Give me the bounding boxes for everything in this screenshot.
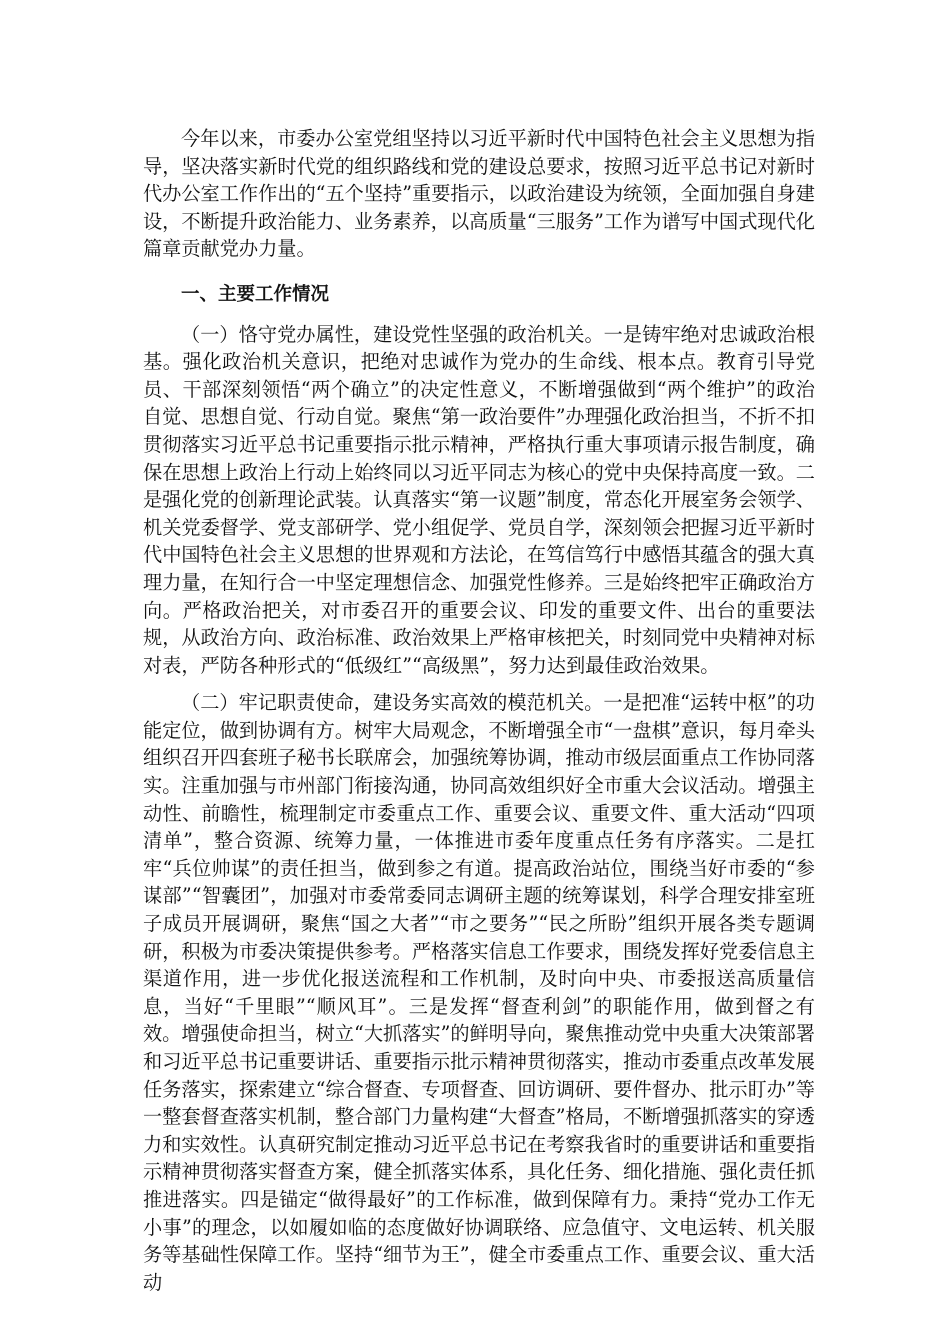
body-paragraph-1: （一）恪守党办属性，建设党性坚强的政治机关。一是铸牢绝对忠诚政治根基。强化政治机关意识，把绝对忠诚作为党办的生命线、根本点。教育引导党员、干部深刻领悟“两个确立”的决定性意义，不断增强做到“两个维护”的政治自觉、思想自觉、行动自觉。聚焦“第一政治要件”办理强化政治担当，不折不扣贯彻落实习近平总书记重要指示批示精神，严格执行重大事项请示报告制度，确保在思想上政治上行动上始终同以习近平同志为核心的党中央保持高度一致。二是强化党的创新理论武装。认真落实“第一议题”制度，常态化开展室务会领学、机关党委督学、党支部研学、党小组促学、党员自学，深刻领会把握习近平新时代中国特色社会主义思想的世界观和方法论，在笃信笃行中感悟其蕴含的强大真理力量，在知行合一中坚定理想信念、加强党性修养。三是始终把牢正确政治方向。严格政治把关，对市委召开的重要会议、印发的重要文件、出台的重要法规，从政治方向、政治标准、政治效果上严格审核把关，时刻同党中央精神对标对表，严防各种形式的“低级红”“高级黑”，努力达到最佳政治效果。 <box>143 322 815 677</box>
body-paragraph-2: （二）牢记职责使命，建设务实高效的模范机关。一是把准“运转中枢”的功能定位，做到协调有方。树牢大局观念，不断增强全市“一盘棋”意识，每月牵头组织召开四套班子秘书长联席会，加强统筹协调，推动市级层面重点工作协同落实。注重加强与市州部门衔接沟通，协同高效组织好全市重大会议活动。增强主动性、前瞻性，梳理制定市委重点工作、重要会议、重要文件、重大活动“四项清单”，整合资源、统筹力量，一体推进市委年度重点任务有序落实。二是扛牢“兵位帅谋”的责任担当，做到参之有道。提高政治站位，围绕当好市委的“参谋部”“智囊团”，加强对市委常委同志调研主题的统筹谋划，科学合理安排室班子成员开展调研，聚焦“国之大者”“市之要务”“民之所盼”组织开展各类专题调研，积极为市委决策提供参考。严格落实信息工作要求，围绕发挥好党委信息主渠道作用，进一步优化报送流程和工作机制，及时向中央、市委报送高质量信息，当好“千里眼”“顺风耳”。三是发挥“督查利剑”的职能作用，做到督之有效。增强使命担当，树立“大抓落实”的鲜明导向，聚焦推动党中央重大决策部署和习近平总书记重要讲话、重要指示批示精神贯彻落实，推动市委重点改革发展任务落实，探索建立“综合督查、专项督查、回访调研、要件督办、批示盯办”等一整套督查落实机制，整合部门力量构建“大督查”格局，不断增强抓落实的穿透力和实效性。认真研究制定推动习近平总书记在考察我省时的重要讲话和重要指示精神贯彻落实督查方案，健全抓落实体系，具化任务、细化措施、强化责任抓推进落实。四是锚定“做得最好”的工作标准，做到保障有力。秉持“党办工作无小事”的理念，以如履如临的态度做好协调联络、应急值守、文电运转、机关服务等基础性保障工作。坚持“细节为王”，健全市委重点工作、重要会议、重大活动 <box>143 691 815 1294</box>
document-page <box>143 125 815 1296</box>
section-heading: 一、主要工作情况 <box>181 283 330 305</box>
intro-paragraph: 今年以来，市委办公室党组坚持以习近平新时代中国特色社会主义思想为指导，坚决落实新时代党的组织路线和党的建设总要求，按照习近平总书记对新时代办公室工作作出的“五个坚持”重要指示，以政治建设为统领，全面加强自身建设，不断提升政治能力、业务素养，以高质量“三服务”工作为谱写中国式现代化篇章贡献党办力量。 <box>143 127 815 261</box>
